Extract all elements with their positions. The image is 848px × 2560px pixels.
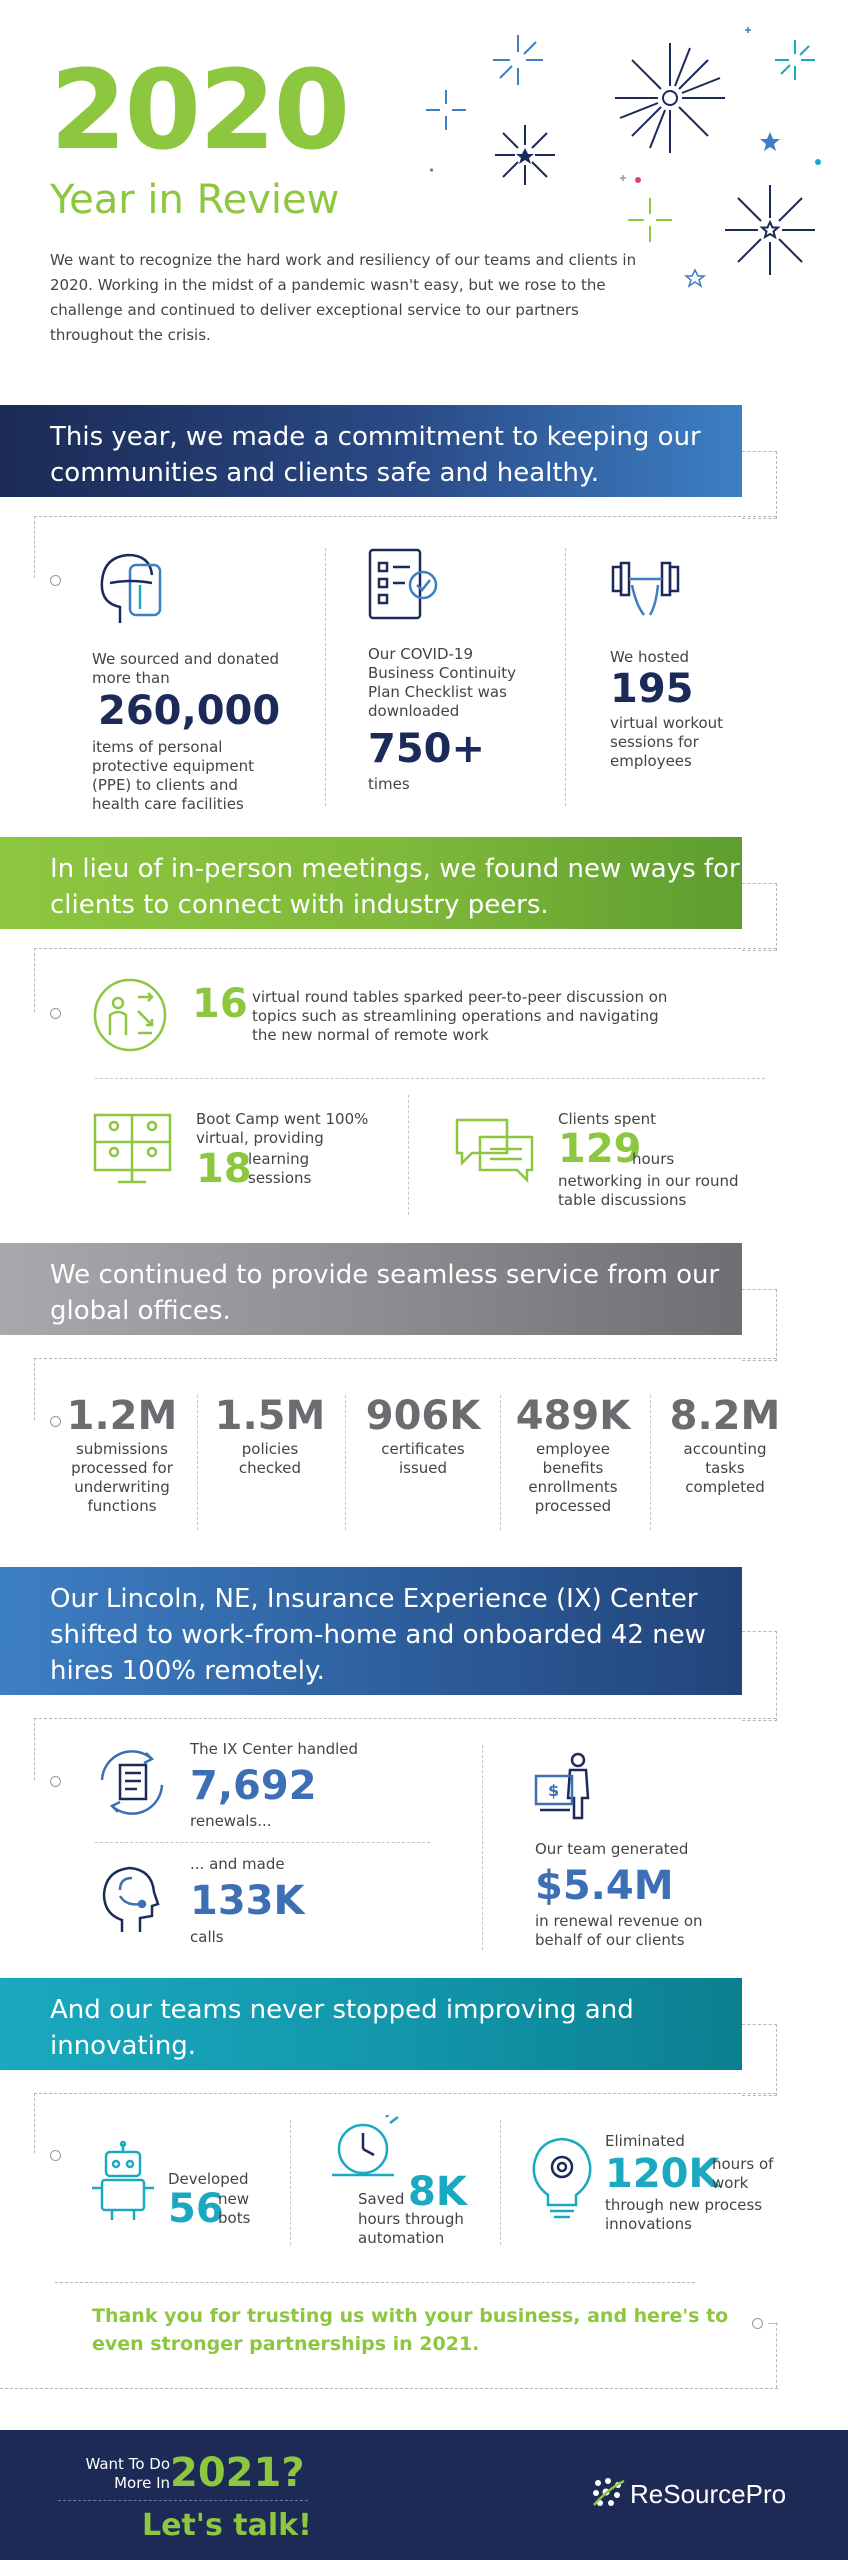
- stat-certificates: [363, 1392, 483, 1478]
- timeline-node: [50, 1416, 61, 1427]
- ppe-pre-text: We sourced and donated more than: [92, 650, 280, 687]
- section1-heading: This year, we made a commitment to keeping our communities and clients safe and healthy.: [50, 422, 701, 488]
- resourcepro-logo-icon: [590, 2475, 626, 2511]
- stat-policies: [210, 1392, 330, 1478]
- round-tables-value: 16: [192, 981, 248, 1027]
- video-call-icon: [90, 1110, 175, 1185]
- section2-banner: [0, 837, 742, 929]
- intro-text: We want to recognize the hard work and resiliency of our teams and clients in 2020. Working in the midst of a pandemic wasn't easy, but we rose to the challenge and continued to deliver exceptional service to our partners throughout the crisis.: [50, 251, 637, 344]
- workout-value: 195: [610, 666, 694, 712]
- timeline-node: [50, 575, 61, 586]
- bots-post-text: new bots: [218, 2190, 251, 2227]
- renewal-documents-icon: [92, 1745, 172, 1820]
- stat-value: 489K: [515, 1393, 631, 1439]
- stat-label: accounting tasks completed: [683, 1440, 767, 1496]
- stat-accounting: [664, 1392, 786, 1497]
- stat-value: 1.2M: [66, 1393, 178, 1439]
- automation-post-text: hours through automation: [358, 2210, 464, 2247]
- title-year: 2020: [50, 46, 349, 174]
- revenue-person-icon: [530, 1750, 610, 1830]
- section4-banner: [0, 1567, 742, 1695]
- automation-pre-text: Saved: [358, 2190, 405, 2208]
- footer-year: 2021?: [170, 2450, 305, 2496]
- eliminated-pre-text: Eliminated: [605, 2132, 685, 2150]
- bots-value: 56: [168, 2186, 224, 2232]
- checklist-pre-text: Our COVID-19 Business Continuity Plan Checklist was downloaded: [368, 645, 517, 720]
- bootcamp-post-text: learning sessions: [248, 1150, 312, 1187]
- bootcamp-pre-text: Boot Camp went 100% virtual, providing: [196, 1110, 369, 1147]
- stat-value: 8.2M: [669, 1393, 781, 1439]
- stat-value: 1.5M: [214, 1393, 326, 1439]
- revenue-post-text: in renewal revenue on behalf of our clients: [535, 1912, 703, 1949]
- face-shield-icon: [90, 545, 170, 630]
- round-table-icon: [90, 975, 170, 1055]
- eliminated-value: 120K: [605, 2151, 720, 2197]
- renewals-value: 7,692: [190, 1763, 317, 1809]
- workout-post-text: virtual workout sessions for employees: [610, 714, 724, 770]
- section3-banner: [0, 1243, 742, 1335]
- calls-value: 133K: [190, 1878, 305, 1924]
- footer-pre-text: Want To Do More In: [85, 2455, 170, 2492]
- checklist-post-text: times: [368, 775, 410, 793]
- stat-enrollments: [512, 1392, 634, 1516]
- checklist-value: 750+: [368, 726, 486, 772]
- calls-post-text: calls: [190, 1928, 224, 1946]
- chat-bubbles-icon: [452, 1115, 537, 1185]
- checklist-icon: [365, 545, 445, 625]
- section5-banner: [0, 1978, 742, 2070]
- bootcamp-value: 18: [196, 1146, 252, 1192]
- revenue-value: $5.4M: [535, 1863, 674, 1909]
- timeline-node: [50, 1008, 61, 1019]
- section5-heading: And our teams never stopped improving and innovating.: [50, 1995, 634, 2061]
- calls-pre-text: ... and made: [190, 1855, 285, 1873]
- footer: [0, 2430, 848, 2560]
- ppe-value: 260,000: [98, 688, 281, 734]
- stat-value: 906K: [365, 1393, 481, 1439]
- automation-value: 8K: [408, 2169, 467, 2215]
- ppe-post-text: items of personal protective equipment (PPE) to clients and health care facilities: [92, 738, 254, 813]
- fireworks-icon: [410, 20, 840, 290]
- lets-talk-link[interactable]: Let's talk!: [142, 2508, 312, 2543]
- eliminated-unit: hours of work: [712, 2155, 774, 2192]
- networking-unit: hours: [632, 1150, 675, 1168]
- thank-you-text: Thank you for trusting us with your business, and here's to even stronger partnerships in 2021.: [92, 2305, 729, 2355]
- networking-pre-text: Clients spent: [558, 1110, 656, 1128]
- robot-icon: [88, 2140, 158, 2225]
- networking-value: 129: [558, 1126, 642, 1172]
- title-subtitle: Year in Review: [50, 177, 340, 223]
- stat-label: submissions processed for underwriting functions: [71, 1440, 173, 1515]
- dumbbell-icon: [608, 555, 688, 625]
- lightbulb-gear-icon: [528, 2135, 598, 2225]
- workout-pre-text: We hosted: [610, 648, 690, 666]
- revenue-pre-text: Our team generated: [535, 1840, 689, 1858]
- eliminated-post-text: through new process innovations: [605, 2196, 763, 2233]
- stat-label: certificates issued: [381, 1440, 465, 1477]
- section3-heading: We continued to provide seamless service from our global offices.: [50, 1260, 720, 1326]
- round-tables-text: virtual round tables sparked peer-to-peer discussion on topics such as streamlining operations and navigating the new normal of remote work: [252, 988, 668, 1044]
- headset-icon: [92, 1862, 172, 1937]
- timeline-node: [50, 1776, 61, 1787]
- svg-text:$: $: [548, 1781, 560, 1800]
- renewals-post-text: renewals...: [190, 1812, 272, 1830]
- timeline-node: [50, 2150, 61, 2161]
- section1-banner: [0, 405, 742, 497]
- section4-heading: Our Lincoln, NE, Insurance Experience (IX) Center shifted to work-from-home and onboarded 42 new hires 100% remotely.: [50, 1584, 706, 1686]
- timeline-node: [752, 2318, 763, 2329]
- networking-post-text: networking in our round table discussions: [558, 1172, 739, 1209]
- section2-heading: In lieu of in-person meetings, we found new ways for clients to connect with industry peers.: [50, 854, 740, 920]
- bots-pre-text: Developed: [168, 2170, 249, 2188]
- stat-submissions: [62, 1392, 182, 1516]
- stat-label: policies checked: [238, 1440, 302, 1477]
- brand-name: ReSourcePro: [630, 2479, 787, 2509]
- stat-label: employee benefits enrollments processed: [528, 1440, 618, 1515]
- stopwatch-icon: [328, 2115, 408, 2180]
- renewals-pre-text: The IX Center handled: [190, 1740, 359, 1758]
